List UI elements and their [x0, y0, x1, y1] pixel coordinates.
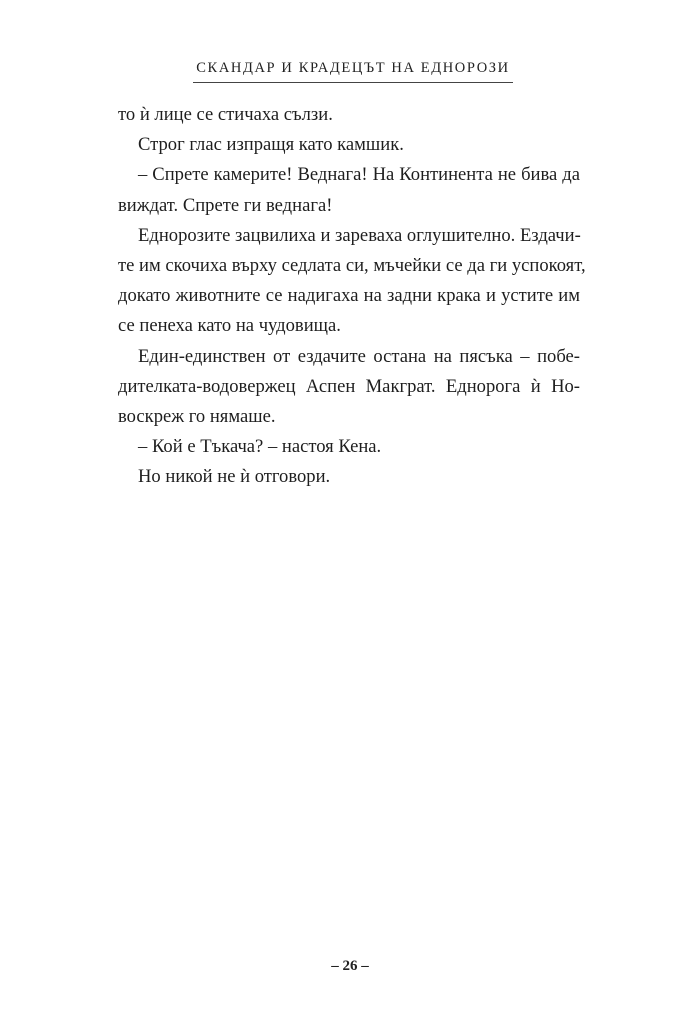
text-line: докато животните се надигаха на задни крака и устите им: [118, 285, 580, 307]
body-text: [118, 100, 586, 492]
text-line: – Спрете камерите! Веднага! На Континента не бива да: [138, 164, 580, 186]
text-line: те им скочиха върху седлата си, мъчейки се да ги успокоят,: [118, 254, 586, 276]
text-line: воскреж го нямаше.: [118, 405, 276, 427]
text-line: Но никой не ѝ отговори.: [138, 466, 331, 488]
text-line: Еднорозите зацвилиха и зареваха оглушително. Ездачи-: [138, 224, 581, 246]
text-line: Строг глас изпращя като камшик.: [138, 134, 404, 156]
text-line: то ѝ лице се стичаха сълзи.: [118, 104, 333, 125]
running-head: СКАНДАР И КРАДЕЦЪТ НА ЕДНОРОЗИ: [196, 60, 510, 76]
text-line: се пенеха като на чудовища.: [118, 315, 341, 337]
text-line: виждат. Спрете ги веднага!: [118, 194, 333, 216]
header-rule: [193, 82, 513, 83]
text-line: дителката-водовержец Аспен Макграт. Еднорога ѝ Но-: [118, 375, 580, 397]
text-line: Един-единствен от ездачите остана на пясъка – побе-: [138, 345, 580, 367]
page-number: – 26 –: [331, 958, 369, 974]
text-line: – Кой е Тъкача? – настоя Кена.: [138, 436, 382, 458]
